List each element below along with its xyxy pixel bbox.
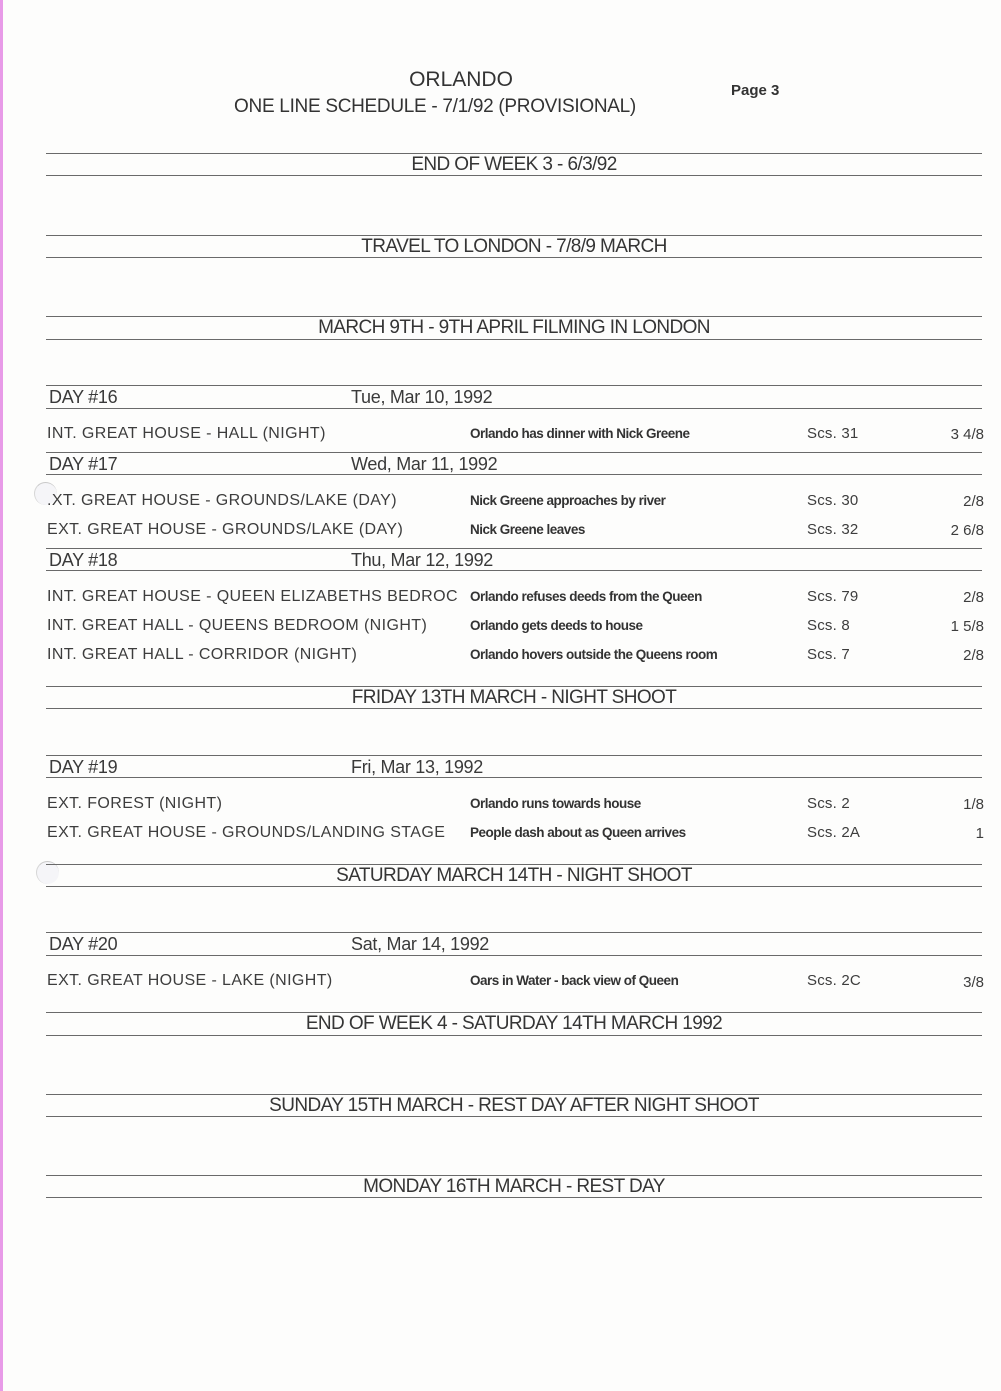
divider-line (46, 955, 982, 956)
day-date: Fri, Mar 13, 1992 (351, 757, 483, 777)
scene-pages: 1/8 (963, 796, 984, 813)
scene-pages: 2 6/8 (950, 522, 984, 539)
scene-number: Scs. 31 (807, 425, 859, 442)
page-number: Page 3 (731, 82, 780, 99)
scene-location: EXT. GREAT HOUSE - LAKE (NIGHT) (47, 972, 333, 989)
banner-travel-to-london: TRAVEL TO LONDON - 7/8/9 MARCH (361, 236, 667, 257)
scene-number: Scs. 2C (807, 972, 861, 989)
day-number: DAY #16 (49, 387, 118, 407)
banner-end-week-3: END OF WEEK 3 - 6/3/92 (411, 154, 617, 175)
scene-location: INT. GREAT HALL - CORRIDOR (NIGHT) (47, 646, 358, 663)
day-number: DAY #17 (49, 454, 118, 474)
scene-location: INT. GREAT HOUSE - QUEEN ELIZABETHS BEDROC (47, 588, 458, 605)
scene-description: Oars in Water - back view of Queen (470, 973, 679, 988)
page-edge (0, 0, 3, 1391)
divider-line (46, 708, 982, 709)
scene-description: Orlando refuses deeds from the Queen (470, 589, 702, 604)
divider-line (46, 408, 982, 409)
day-date: Thu, Mar 12, 1992 (351, 550, 493, 570)
scene-pages: 1 5/8 (950, 618, 984, 635)
day-number: DAY #18 (49, 550, 118, 570)
divider-line (46, 385, 982, 386)
scene-number: Scs. 30 (807, 492, 859, 509)
scene-description: Orlando has dinner with Nick Greene (470, 426, 690, 441)
banner-friday-night-shoot: FRIDAY 13TH MARCH - NIGHT SHOOT (351, 687, 677, 708)
document-subtitle: ONE LINE SCHEDULE - 7/1/92 (PROVISIONAL) (234, 96, 636, 117)
banner-filming-in-london: MARCH 9TH - 9TH APRIL FILMING IN LONDON (318, 317, 710, 338)
scene-number: Scs. 79 (807, 588, 859, 605)
divider-line (46, 1116, 982, 1117)
banner-end-week-4: END OF WEEK 4 - SATURDAY 14TH MARCH 1992 (305, 1013, 723, 1034)
day-date: Wed, Mar 11, 1992 (351, 454, 498, 474)
scene-pages: 2/8 (963, 589, 984, 606)
scene-location: EXT. GREAT HOUSE - GROUNDS/LAKE (DAY) (47, 521, 404, 538)
scene-pages: 2/8 (963, 493, 984, 510)
day-number: DAY #20 (49, 934, 118, 954)
scene-location: EXT. GREAT HOUSE - GROUNDS/LANDING STAGE (47, 824, 446, 841)
scene-description: Orlando gets deeds to house (470, 618, 643, 633)
scene-description: Nick Greene leaves (470, 522, 585, 537)
scene-pages: 1 (975, 825, 984, 842)
divider-line (46, 548, 982, 549)
scene-description: Orlando runs towards house (470, 796, 641, 811)
scene-location: INT. GREAT HALL - QUEENS BEDROOM (NIGHT) (47, 617, 428, 634)
scene-pages: 2/8 (963, 647, 984, 664)
divider-line (46, 474, 982, 475)
divider-line (46, 1197, 982, 1198)
divider-line (46, 339, 982, 340)
divider-line (46, 257, 982, 258)
day-number: DAY #19 (49, 757, 118, 777)
divider-line (46, 452, 982, 453)
scene-pages: 3/8 (963, 974, 984, 991)
scene-location: .XT. GREAT HOUSE - GROUNDS/LAKE (DAY) (47, 492, 397, 509)
scene-description: Nick Greene approaches by river (470, 493, 666, 508)
scene-description: Orlando hovers outside the Queens room (470, 647, 718, 662)
document-title: ORLANDO (409, 68, 513, 91)
scene-location: INT. GREAT HOUSE - HALL (NIGHT) (47, 425, 326, 442)
day-date: Sat, Mar 14, 1992 (351, 934, 489, 954)
banner-monday-rest-day: MONDAY 16TH MARCH - REST DAY (363, 1176, 665, 1197)
divider-line (46, 1035, 982, 1036)
scene-number: Scs. 7 (807, 646, 850, 663)
scene-pages: 3 4/8 (950, 426, 984, 443)
divider-line (46, 886, 982, 887)
divider-line (46, 755, 982, 756)
banner-saturday-night-shoot: SATURDAY MARCH 14TH - NIGHT SHOOT (336, 865, 692, 886)
scene-number: Scs. 2A (807, 824, 861, 841)
scene-number: Scs. 8 (807, 617, 850, 634)
scene-location: EXT. FOREST (NIGHT) (47, 795, 223, 812)
divider-line (46, 932, 982, 933)
scene-description: People dash about as Queen arrives (470, 825, 686, 840)
scene-number: Scs. 2 (807, 795, 850, 812)
divider-line (46, 777, 982, 778)
banner-sunday-rest-day: SUNDAY 15TH MARCH - REST DAY AFTER NIGHT SHOOT (269, 1095, 759, 1116)
scene-number: Scs. 32 (807, 521, 859, 538)
divider-line (46, 175, 982, 176)
day-date: Tue, Mar 10, 1992 (351, 387, 493, 407)
divider-line (46, 570, 982, 571)
